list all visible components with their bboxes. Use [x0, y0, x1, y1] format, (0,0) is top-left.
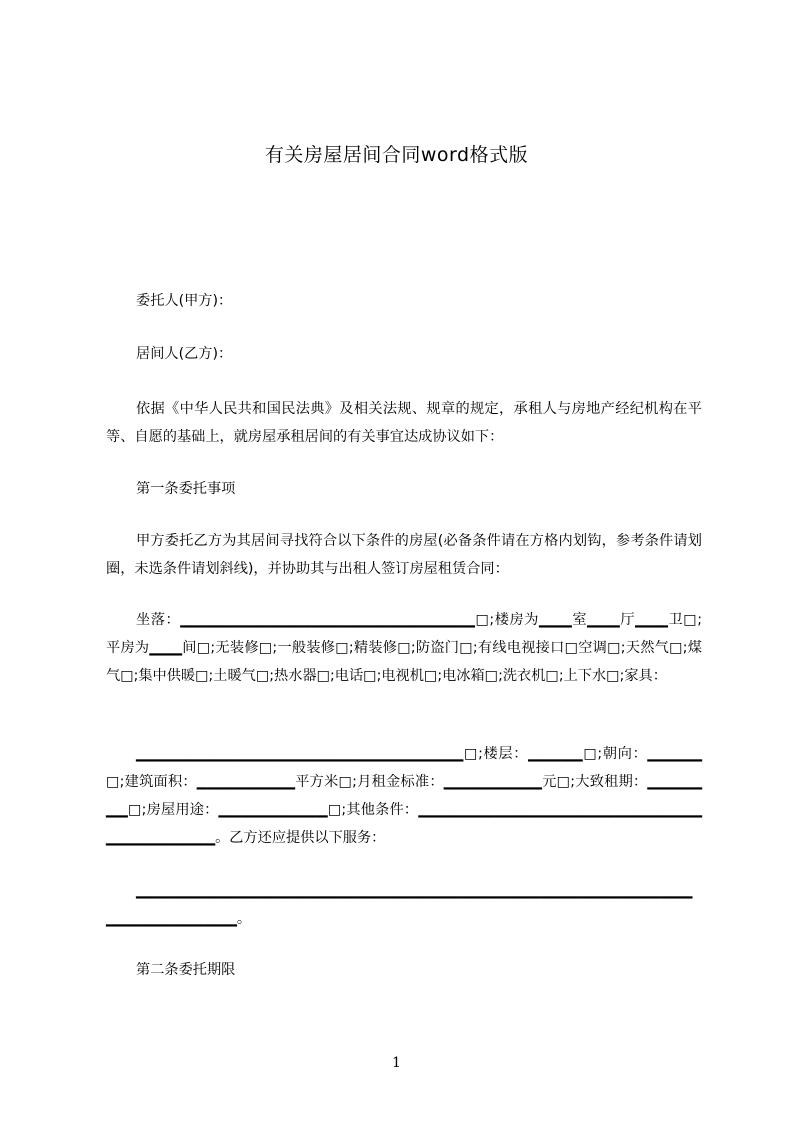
- party-b-line: 居间人(乙方)：: [136, 346, 233, 362]
- page-number: 1: [392, 1055, 401, 1071]
- property-conditions-paragraph: 坐落：▁▁▁▁▁▁▁▁▁▁▁▁▁▁▁▁▁▁▁▁▁▁▁▁▁▁▁□;楼房为▁▁▁室▁▁▁厅▁▁▁卫□;平房为▁▁▁间□;无装修□;一般装修□;精装修□;防盗门□;有线电视接口□空调□;天然气□;煤气□;集中供暖□;土暖气□;热水器□;电话□;电视机□;电冰箱□;洗衣机□;上下水□;家具：: [106, 612, 702, 684]
- document-title: 有关房屋居间合同word格式版: [264, 144, 529, 166]
- article-2-heading: 第二条委托期限: [136, 962, 236, 978]
- article-1-intro-paragraph: 甲方委托乙方为其居间寻找符合以下条件的房屋(必备条件请在方格内划钩，参考条件请划圈，未选条件请划斜线)，并协助其与出租人签订房屋租赁合同：: [106, 533, 702, 577]
- article-1-heading: 第一条委托事项: [136, 481, 236, 497]
- party-a-line: 委托人(甲方)：: [136, 293, 233, 309]
- services-blank-paragraph: ▁▁▁▁▁▁▁▁▁▁▁▁▁▁▁▁▁▁▁▁▁▁▁▁▁▁▁▁▁▁▁▁▁▁▁▁▁▁▁▁▁▁▁▁▁▁▁▁▁▁▁▁▁▁▁▁▁▁▁▁▁▁▁。: [106, 883, 693, 927]
- preamble-paragraph: 依据《中华人民共和国民法典》及相关法规、规章的规定，承租人与房地产经纪机构在平等、自愿的基础上，就房屋承租居间的有关事宜达成协议如下：: [106, 401, 702, 445]
- property-details-paragraph: ▁▁▁▁▁▁▁▁▁▁▁▁▁▁▁▁▁▁▁▁▁▁▁▁▁▁▁▁▁▁□;楼层：▁▁▁▁▁□;朝向：▁▁▁▁▁□;建筑面积：▁▁▁▁▁▁▁▁▁平方米□;月租金标准：▁▁▁▁▁▁▁▁▁元□;大致租期：▁▁▁▁▁▁▁□;房屋用途：▁▁▁▁▁▁▁▁▁▁□;其他条件：▁▁▁▁▁▁▁▁▁▁▁▁▁▁▁▁▁▁▁▁▁▁▁▁▁▁▁▁▁▁▁▁▁▁▁▁。乙方还应提供以下服务：: [106, 746, 702, 846]
